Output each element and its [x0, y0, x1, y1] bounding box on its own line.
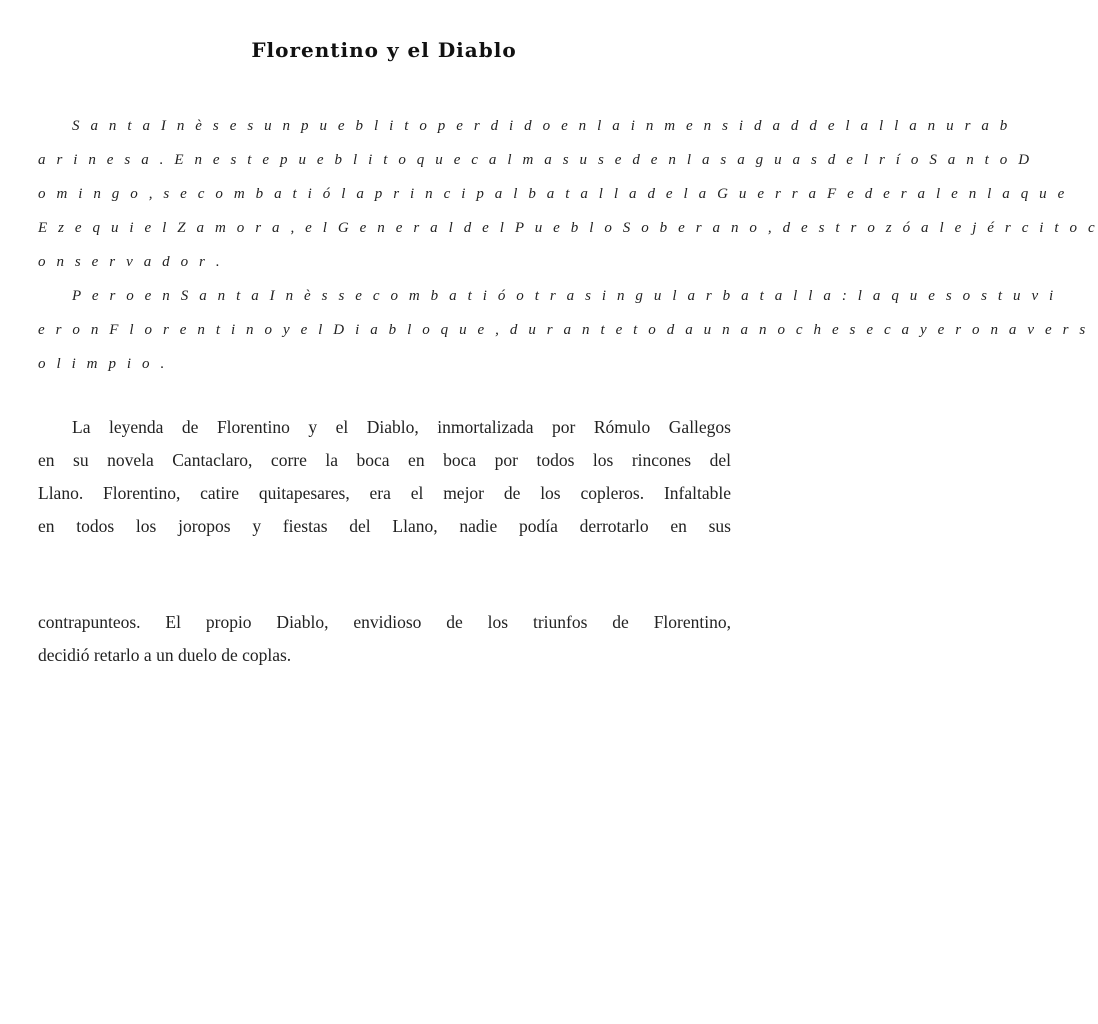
italic-paragraph-1: [38, 109, 1098, 279]
text-line: en todos los joropos y fiestas del Llano, nadie podía derrotarlo en sus: [38, 516, 731, 536]
text-line: o n s e r v a d o r .: [38, 254, 224, 270]
text-line: en su novela Cantaclaro, corre la boca en boca por todos los rincones del: [38, 450, 731, 470]
italic-paragraph-2: [38, 279, 1089, 381]
text-line: Llano. Florentino, catire quitapesares, era el mejor de los copleros. Infaltable: [38, 483, 731, 503]
text-line: contrapunteos. El propio Diablo, envidioso de los triunfos de Florentino,: [38, 612, 731, 632]
text-line: P e r o e n S a n t a I n è s s e c o m b a t i ó o t r a s i n g u l a r b a t a l l a : l a q u e s o s t u v i: [72, 288, 1057, 304]
document-title: Florentino y el Diablo: [251, 38, 517, 62]
body-paragraph-2: [38, 606, 731, 672]
text-line: o l i m p i o .: [38, 356, 168, 372]
body-paragraph-1: [38, 411, 731, 543]
text-line: decidió retarlo a un duelo de coplas.: [38, 645, 292, 665]
text-line: a r i n e s a . E n e s t e p u e b l i t o q u e c a l m a s u s e d e n l a s a g u a s d e l r í o S a n t o D: [38, 152, 1033, 168]
text-line: o m i n g o , s e c o m b a t i ó l a p r i n c i p a l b a t a l l a d e l a G u e r r a F e d e r a l e n l a q u e: [38, 186, 1068, 202]
text-line: La leyenda de Florentino y el Diablo, inmortalizada por Rómulo Gallegos: [72, 417, 731, 437]
text-line: E z e q u i e l Z a m o r a , e l G e n e r a l d e l P u e b l o S o b e r a n o , d e s t r o z ó a l e j é r c i t o c: [38, 220, 1098, 236]
text-line: e r o n F l o r e n t i n o y e l D i a b l o q u e , d u r a n t e t o d a u n a n o c h e s e c a y e r o n a v e r s: [38, 322, 1089, 338]
text-line: S a n t a I n è s e s u n p u e b l i t o p e r d i d o e n l a i n m e n s i d a d d e l a l l a n u r a b: [72, 118, 1011, 134]
